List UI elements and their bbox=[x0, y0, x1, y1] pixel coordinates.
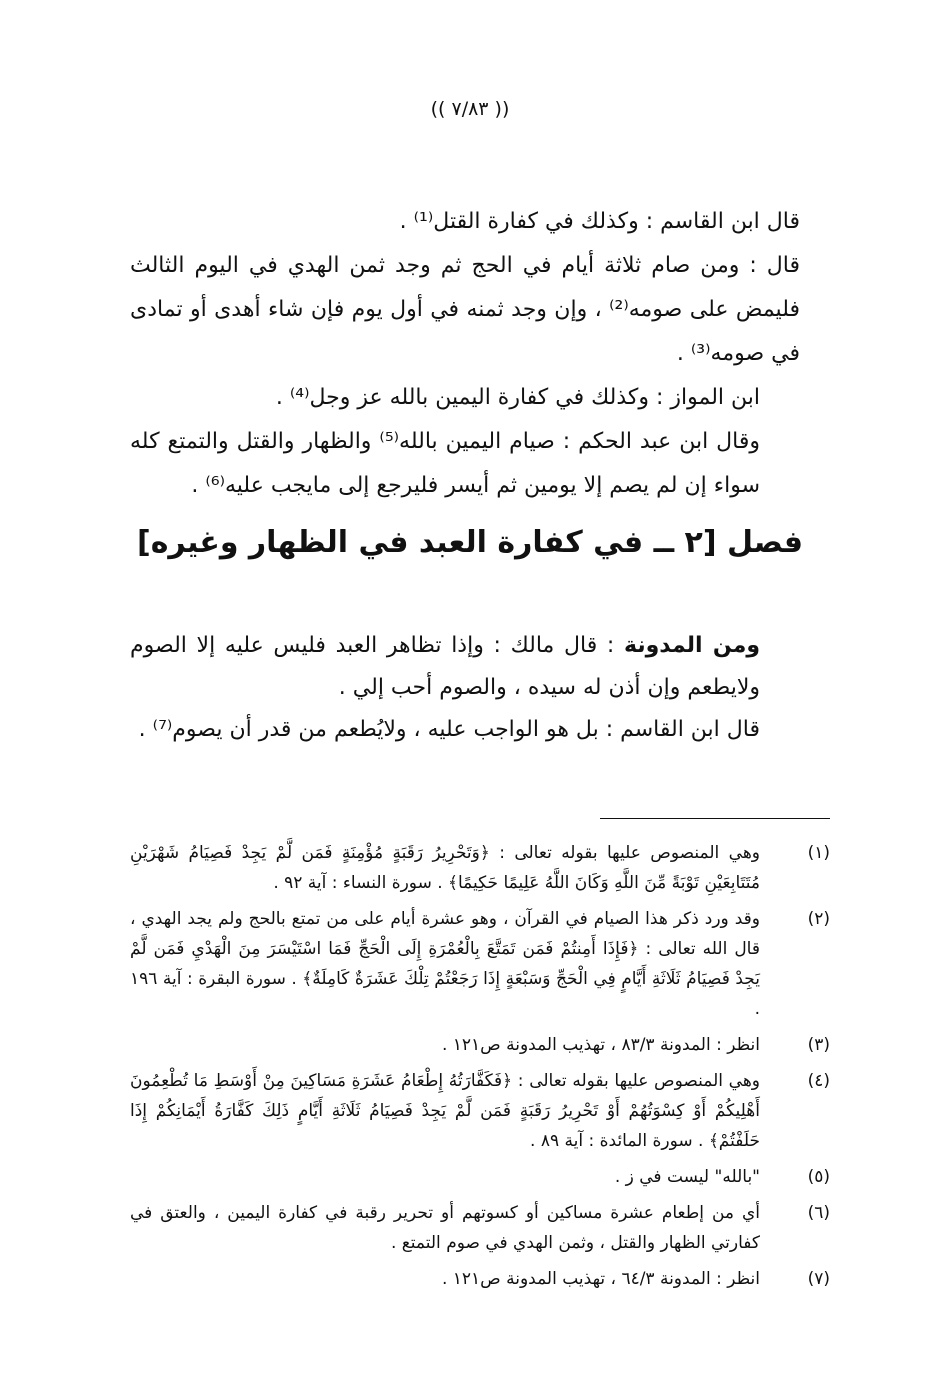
footnote bbox=[130, 1030, 830, 1060]
intro-block bbox=[130, 200, 800, 508]
section-paragraph-1 bbox=[130, 625, 800, 709]
footnote bbox=[130, 838, 830, 898]
footnote-number: (١) bbox=[807, 843, 830, 863]
intro-paragraph-4: وقال ابن عبد الحكم : صيام اليمين بالله⁽⁵⁾ والظهار والقتل والتمتع كله سواء إن لم يصم إلا يومين ثم أيسر فليرجع إلى مايجب عليه⁽⁶⁾ . bbox=[130, 429, 760, 498]
footnote-number: (٣) bbox=[807, 1035, 830, 1055]
section-paragraph-2: قال ابن القاسم : بل هو الواجب عليه ، ولايُطعم من قدر أن يصوم⁽⁷⁾ . bbox=[138, 717, 760, 742]
intro-paragraph-1: قال ابن القاسم : وكذلك في كفارة القتل⁽¹⁾ . bbox=[399, 209, 800, 234]
footnote-text: انظر : المدونة ٦٤/٣ ، تهذيب المدونة ص١٢١ . bbox=[441, 1269, 760, 1289]
page-number: (( ٧/٨٣ )) bbox=[430, 98, 510, 120]
footnote-text: وقد ورد ذكر هذا الصيام في القرآن ، وهو عشرة أيام على من تمتع بالحج ولم يجد الهدي ، قال الله تعالى : ﴿فَإِذَا أَمِنتُمْ فَمَن تَمَتَّعَ بِالْعُمْرَةِ إِلَى الْحَجِّ فَمَا اسْتَيْسَرَ مِنَ الْهَدْيِ فَمَن لَّمْ يَجِدْ فَصِيَامُ ثَلَاثَةِ أَيَّامٍ فِي الْحَجِّ وَسَبْعَةٍ إِذَا رَجَعْتُمْ تِلْكَ عَشَرَةٌ كَامِلَةٌ﴾ . سورة البقرة : آية ١٩٦ . bbox=[130, 909, 760, 1019]
section-heading: فصل [٢ ــ في كفارة العبد في الظهار وغيره] bbox=[137, 525, 803, 560]
intro-paragraph-3: ابن المواز : وكذلك في كفارة اليمين بالله عز وجل⁽⁴⁾ . bbox=[275, 385, 760, 410]
footnote-text: انظر : المدونة ٨٣/٣ ، تهذيب المدونة ص١٢١ . bbox=[441, 1035, 760, 1055]
footnote-number: (٧) bbox=[807, 1269, 830, 1289]
footnote-text: وهي المنصوص عليها بقوله تعالى : ﴿فَكَفَّارَتُهُ إِطْعَامُ عَشَرَةِ مَسَاكِينَ مِنْ أَوْسَطِ مَا تُطْعِمُونَ أَهْلِيكُمْ أَوْ كِسْوَتُهُمْ أَوْ تَحْرِيرُ رَقَبَةٍ فَمَن لَّمْ يَجِدْ فَصِيَامُ ثَلَاثَةِ أَيَّامٍ ذَلِكَ كَفَّارَةُ أَيْمَانِكُمْ إِذَا حَلَفْتُمْ﴾ . سورة المائدة : آية ٨٩ . bbox=[130, 1071, 760, 1151]
footnote bbox=[130, 1264, 830, 1294]
footnote-text: وهي المنصوص عليها بقوله تعالى : ﴿وَتَحْرِيرُ رَقَبَةٍ مُؤْمِنَةٍ فَمَن لَّمْ يَجِدْ فَصِيَامُ شَهْرَيْنِ مُتَتَابِعَيْنِ تَوْبَةً مِّنَ اللَّهِ وَكَانَ اللَّهُ عَلِيمًا حَكِيمًا﴾ . سورة النساء : آية ٩٢ . bbox=[130, 843, 760, 893]
intro-paragraph-2: قال : ومن صام ثلاثة أيام في الحج ثم وجد ثمن الهدي في اليوم الثالث فليمض على صومه⁽²⁾ ، وإن وجد ثمنه في أول يوم فإن شاء أهدى أو تمادى في صومه⁽³⁾ . bbox=[130, 253, 801, 366]
footnote-number: (٥) bbox=[807, 1167, 830, 1187]
footnote bbox=[130, 1066, 830, 1156]
footnote-text: أي من إطعام عشرة مساكين أو كسوتهم أو تحرير رقبة في كفارة اليمين ، والعتق في كفارتي الظهار والقتل ، وثمن الهدي في صوم التمتع . bbox=[130, 1203, 760, 1253]
footnote-separator bbox=[600, 818, 830, 819]
footnote bbox=[130, 1162, 830, 1192]
footnote-number: (٤) bbox=[807, 1071, 830, 1091]
footnote-text: "بالله" ليست في ز . bbox=[614, 1167, 760, 1187]
footnote bbox=[130, 1198, 830, 1258]
section-line1-text: : قال مالك : وإذا تظاهر العبد فليس عليه إلا الصوم ولايطعم وإن أذن له سيده ، والصوم أحب إلي . bbox=[130, 633, 760, 700]
footnote-number: (٦) bbox=[807, 1203, 830, 1223]
footnote-number: (٢) bbox=[807, 909, 830, 929]
footnotes bbox=[130, 838, 830, 1300]
section-lead: ومن المدونة bbox=[624, 633, 760, 658]
section-body bbox=[130, 625, 800, 751]
footnote bbox=[130, 904, 830, 1024]
